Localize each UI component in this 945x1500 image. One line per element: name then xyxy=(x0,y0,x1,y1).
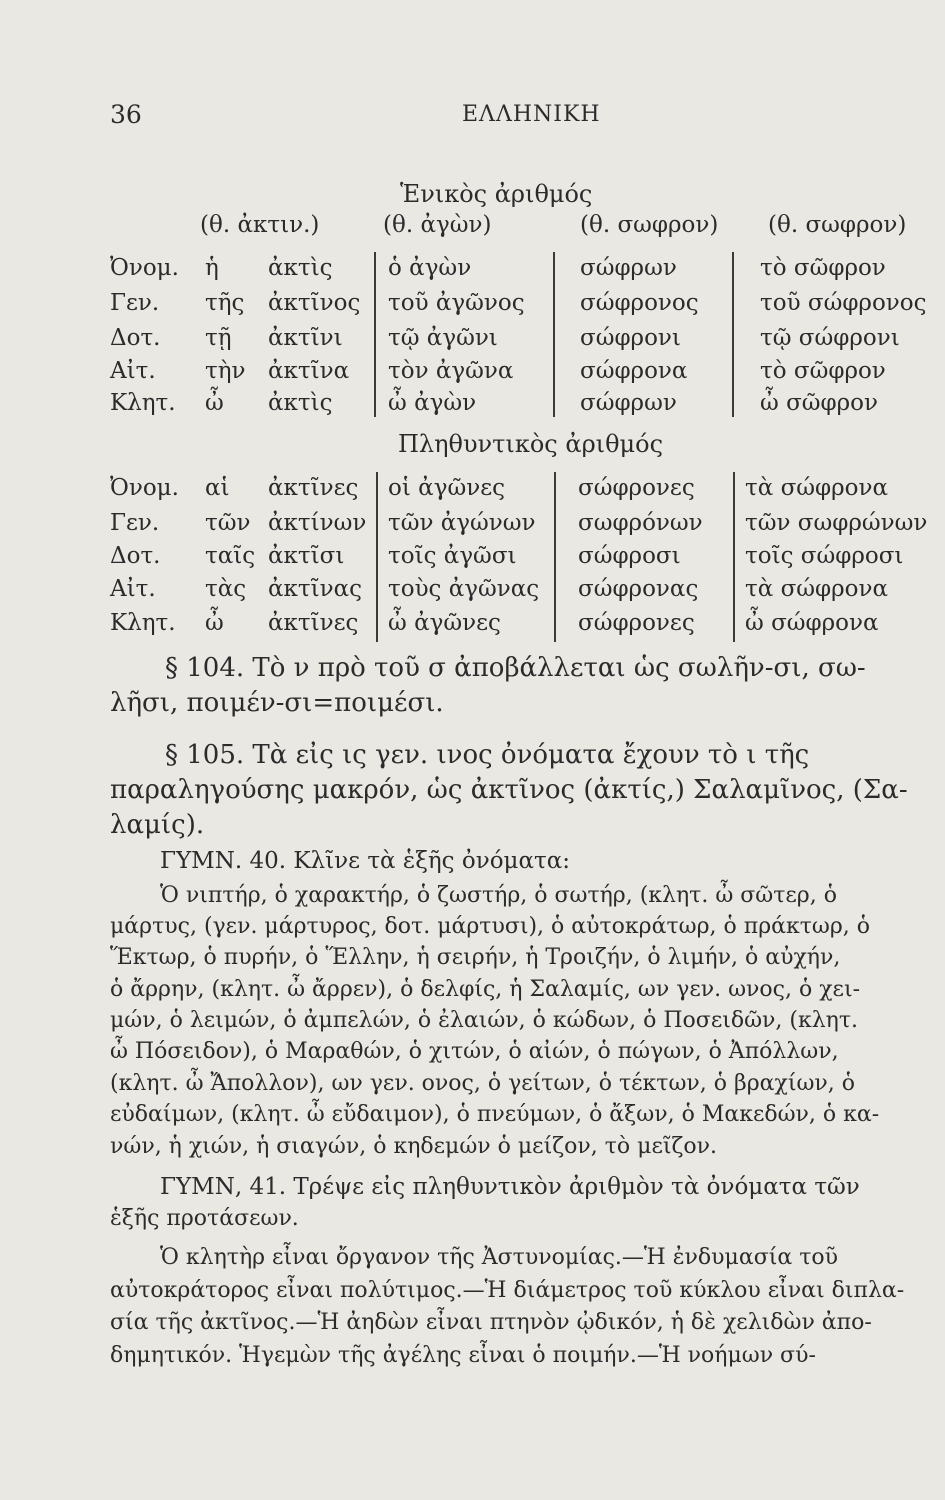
adjective-form: τῷ σώφρονι xyxy=(760,325,900,351)
running-title: ΕΛΛΗΝΙΚΗ xyxy=(462,102,601,127)
exercise-40-heading: ΓΥΜΝ. 40. Κλῖνε τὰ ἑξῆς ὀνόματα: xyxy=(160,848,571,874)
exercise-40-line: ὁ ἄρρην, (κλητ. ὦ ἄρρεν), ὁ δελφίς, ἡ Σαλαμίς, ων γεν. ωνος, ὁ χει- xyxy=(110,977,860,1002)
adjective-form: ὦ σώφρονα xyxy=(745,610,879,636)
noun-form: οἱ ἀγῶνες xyxy=(388,475,505,501)
exercise-41-line: Ὁ κλητὴρ εἶναι ὄργανον τῆς Ἀστυνομίας.—Ἡ ἐνδυμασία τοῦ xyxy=(160,1245,838,1270)
paragraph-105-line: λαμίς). xyxy=(110,810,205,840)
noun-form: τὸν ἀγῶνα xyxy=(388,358,514,384)
case-label: Γεν. xyxy=(110,290,160,316)
table-row xyxy=(0,510,945,542)
exercise-41-line: σία τῆς ἀκτῖνος.—Ἡ ἀηδὼν εἶναι πτηνὸν ᾠδικόν, ἡ δὲ χελιδὼν ἀπο- xyxy=(110,1310,872,1335)
noun-form: ὁ ἀγὼν xyxy=(388,255,472,281)
exercise-40-line: ὦ Πόσειδον), ὁ Μαραθών, ὁ χιτών, ὁ αἰών, ὁ πώγων, ὁ Ἀπόλλων, xyxy=(110,1039,839,1064)
adjective-form: σώφρονες xyxy=(578,475,695,501)
article: τῶν xyxy=(205,510,251,536)
adjective-form: σώφροσι xyxy=(578,543,681,569)
noun-form: ἀκτῖνος xyxy=(268,290,361,316)
noun-form: τῷ ἀγῶνι xyxy=(388,325,498,351)
adjective-form: τὸ σῶφρον xyxy=(760,255,886,281)
article: τῆς xyxy=(205,290,245,316)
noun-form: ἀκτῖνα xyxy=(268,358,350,384)
noun-form: τοῦ ἀγῶνος xyxy=(388,290,525,316)
noun-form: ἀκτὶς xyxy=(268,255,333,281)
noun-form: τοῖς ἀγῶσι xyxy=(388,543,517,569)
case-label: Αἰτ. xyxy=(110,358,156,384)
page-number: 36 xyxy=(110,100,142,129)
table-row xyxy=(0,290,945,322)
noun-form: ὦ ἀγὼν xyxy=(388,390,477,416)
noun-form: ἀκτῖσι xyxy=(268,543,345,569)
case-label: Γεν. xyxy=(110,510,160,536)
article: ταῖς xyxy=(205,543,256,569)
case-label: Δοτ. xyxy=(110,543,161,569)
paragraph-105-line: § 105. Τὰ εἰς ις γεν. ινος ὀνόματα ἔχουν τὸ ι τῆς xyxy=(165,740,810,770)
adjective-form: σώφρων xyxy=(580,390,677,416)
adjective-form: σωφρόνων xyxy=(578,510,703,536)
case-label: Κλητ. xyxy=(110,390,176,416)
stem-heading: (θ. σωφρον) xyxy=(580,212,719,238)
adjective-form: σώφρονες xyxy=(578,610,695,636)
column-divider xyxy=(553,252,555,417)
noun-form: τοὺς ἀγῶνας xyxy=(388,576,540,602)
exercise-41-line: αὐτοκράτορος εἶναι πολύτιμος.—Ἡ διάμετρος τοῦ κύκλου εἶναι διπλα- xyxy=(110,1278,905,1303)
noun-form: ἀκτῖνες xyxy=(268,610,359,636)
table-row xyxy=(0,255,945,287)
noun-form: ἀκτῖνας xyxy=(268,576,363,602)
stem-heading: (θ. ἀκτιν.) xyxy=(200,212,320,238)
adjective-form: τὰ σώφρονα xyxy=(745,576,889,602)
noun-form: τῶν ἀγώνων xyxy=(388,510,536,536)
adjective-form: σώφρονος xyxy=(580,290,699,316)
table-row xyxy=(0,390,945,422)
article: τὴν xyxy=(205,358,246,384)
article: ὦ xyxy=(205,610,224,636)
adjective-form: ὦ σῶφρον xyxy=(760,390,878,416)
adjective-form: σώφρονα xyxy=(580,358,688,384)
adjective-form: σώφρονι xyxy=(580,325,681,351)
exercise-40-line: Ἕκτωρ, ὁ πυρήν, ὁ Ἕλλην, ἡ σειρήν, ἡ Τροιζήν, ὁ λιμήν, ὁ αὐχήν, xyxy=(110,945,841,970)
adjective-form: τὰ σώφρονα xyxy=(745,475,889,501)
column-divider xyxy=(376,472,378,642)
case-label: Ὀνομ. xyxy=(110,475,179,501)
noun-form: ἀκτῖνες xyxy=(268,475,359,501)
column-divider xyxy=(554,472,556,642)
article: αἱ xyxy=(205,475,230,501)
paragraph-105-line: παραληγούσης μακρόν, ὡς ἀκτῖνος (ἀκτίς,) Σαλαμῖνος, (Σα- xyxy=(110,775,908,805)
column-divider xyxy=(733,472,735,642)
table-row xyxy=(0,610,945,642)
stem-heading: (θ. ἀγὼν) xyxy=(383,212,492,238)
column-divider xyxy=(374,252,376,417)
case-label: Δοτ. xyxy=(110,325,161,351)
article: τὰς xyxy=(205,576,247,602)
case-label: Αἰτ. xyxy=(110,576,156,602)
exercise-40-line: μάρτυς, (γεν. μάρτυρος, δοτ. μάρτυσι), ὁ αὐτοκράτωρ, ὁ πράκτωρ, ὁ xyxy=(110,914,871,939)
table-row xyxy=(0,576,945,608)
singular-title: Ἑνικὸς ἀριθμός xyxy=(400,180,593,208)
adjective-form: σώφρων xyxy=(580,255,677,281)
table-row xyxy=(0,543,945,575)
adjective-form: τοῦ σώφρονος xyxy=(760,290,927,316)
table-row xyxy=(0,475,945,507)
noun-form: ὦ ἀγῶνες xyxy=(388,610,501,636)
noun-form: ἀκτὶς xyxy=(268,390,333,416)
exercise-41-line: δημητικόν. Ἡγεμὼν τῆς ἀγέλης εἶναι ὁ ποιμήν.—Ἡ νοήμων σύ- xyxy=(110,1343,816,1368)
paragraph-104-line: § 104. Τὸ ν πρὸ τοῦ σ ἀποβάλλεται ὡς σωλῆν-σι, σω- xyxy=(165,653,866,683)
article: ἡ xyxy=(205,255,219,281)
adjective-form: τοῖς σώφροσι xyxy=(745,543,904,569)
noun-form: ἀκτίνων xyxy=(268,510,367,536)
exercise-40-line: εὐδαίμων, (κλητ. ὦ εὔδαιμον), ὁ πνεύμων, ὁ ἄξων, ὁ Μακεδών, ὁ κα- xyxy=(110,1102,880,1127)
table-row xyxy=(0,358,945,390)
article: τῇ xyxy=(205,325,232,351)
article: ὦ xyxy=(205,390,224,416)
exercise-41-heading: ἑξῆς προτάσεων. xyxy=(110,1206,299,1231)
adjective-form: τὸ σῶφρον xyxy=(760,358,886,384)
exercise-40-line: (κλητ. ὦ Ἄπολλον), ων γεν. ονος, ὁ γείτων, ὁ τέκτων, ὁ βραχίων, ὁ xyxy=(110,1071,856,1096)
table-row xyxy=(0,325,945,357)
adjective-form: σώφρονας xyxy=(578,576,699,602)
paragraph-104-line: λῆσι, ποιμέν-σι=ποιμέσι. xyxy=(110,688,444,718)
adjective-form: τῶν σωφρώνων xyxy=(745,510,928,536)
stem-heading: (θ. σωφρον) xyxy=(768,212,907,238)
exercise-40-line: νών, ἡ χιών, ἡ σιαγών, ὁ κηδεμών ὁ μείζον, τὸ μεῖζον. xyxy=(110,1134,717,1159)
column-divider xyxy=(732,252,734,417)
exercise-40-line: μών, ὁ λειμών, ὁ ἀμπελών, ὁ ἐλαιών, ὁ κώδων, ὁ Ποσειδῶν, (κλητ. xyxy=(110,1008,859,1033)
exercise-41-heading: ΓΥΜΝ, 41. Τρέψε εἰς πληθυντικὸν ἀριθμὸν τὰ ὀνόματα τῶν xyxy=(160,1174,860,1200)
plural-title: Πληθυντικὸς ἀριθμός xyxy=(398,430,664,458)
exercise-40-line: Ὁ νιπτήρ, ὁ χαρακτήρ, ὁ ζωστήρ, ὁ σωτήρ, (κλητ. ὦ σῶτερ, ὁ xyxy=(160,883,837,908)
noun-form: ἀκτῖνι xyxy=(268,325,343,351)
case-label: Κλητ. xyxy=(110,610,176,636)
case-label: Ὀνομ. xyxy=(110,255,179,281)
